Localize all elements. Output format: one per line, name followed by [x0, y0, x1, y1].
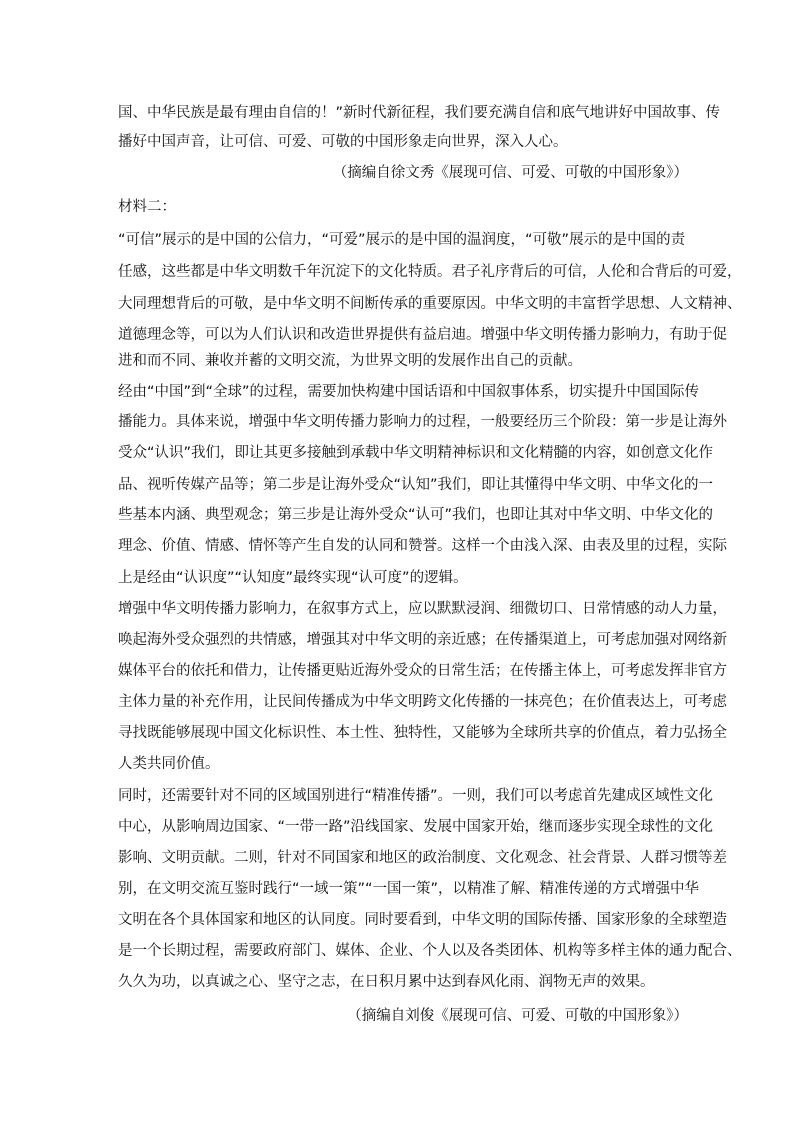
text-line: 影响、文明贡献。二则，针对不同国家和地区的政治制度、文化观念、社会背景、人群习惯等差 [118, 850, 727, 866]
text-line: 寻找既能够展现中国文化标识性、本土性、独特性，又能够为全球所共享的价值点，着力弘扬全 [118, 725, 727, 741]
text-line: 文明在各个具体国家和地区的认同度。同时要看到，中华文明的国际传播、国家形象的全球塑造 [118, 912, 727, 928]
text-line: 同时，还需要针对不同的区域国别进行“精准传播”。一则，我们可以考虑首先建成区域性文化 [118, 788, 714, 804]
text-line: 播能力。具体来说，增强中华文明传播力影响力的过程，一般要经历三个阶段：第一步是让海外 [118, 414, 727, 430]
source-citation-2: （摘编自刘俊《展现可信、可爱、可敬的中国形象》） [347, 1008, 688, 1024]
text-line: 经由“中国”到“全球”的过程，需要加快构建中国话语和中国叙事体系，切实提升中国国际传 [118, 384, 700, 400]
text-line: 品、视听传媒产品等；第二步是让海外受众“认知”我们，即让其懂得中华文明、中华文化的一 [118, 477, 714, 493]
text-line: 唤起海外受众强烈的共情感，增强其对中华文明的亲近感；在传播渠道上，可考虑加强对网络新 [118, 632, 727, 648]
text-line: 播好中国声音，让可信、可爱、可敬的中国形象走向世界，深入人心。 [118, 134, 568, 150]
text-line: 受众“认识”我们，即让其更多接触到承载中华文明精神标识和文化精髓的内容，如创意文化作 [118, 445, 714, 461]
section-label: 材料二： [118, 199, 176, 215]
text-line: 些基本内涵、典型观念；第三步是让海外受众“认可”我们，也即让其对中华文明、中华文化的 [118, 507, 714, 523]
text-line: 任感，这些都是中华文明数千年沉淀下的文化特质。君子礼序背后的可信，人伦和合背后的可爱， [118, 264, 742, 280]
text-line: 上是经由“认识度”“认知度”最终实现“认可度”的逻辑。 [118, 570, 468, 586]
text-line: 道德理念等，可以为人们认识和改造世界提供有益启迪。增强中华文明传播力影响力，有助于促 [118, 327, 727, 343]
text-line: 增强中华文明传播力影响力，在叙事方式上，应以默默浸润、细微切口、日常情感的动人力量， [118, 601, 727, 617]
text-line: 进和而不同、兼收并蓄的文明交流，为世界文明的发展作出自己的贡献。 [118, 353, 582, 369]
text-line: 媒体平台的依托和借力，让传播更贴近海外受众的日常生活；在传播主体上，可考虑发挥非官方 [118, 663, 727, 679]
text-line: 久久为功，以真诚之心、坚守之志，在日积月累中达到春风化雨、润物无声的效果。 [118, 974, 655, 990]
text-line: 大同理想背后的可敬，是中华文明不间断传承的重要原因。中华文明的丰富哲学思想、人文精神、 [118, 296, 742, 312]
text-line: 理念、价值、情感、情怀等产生自发的认同和赞誉。这样一个由浅入深、由表及里的过程，实际 [118, 538, 727, 554]
text-line: 国、中华民族是最有理由自信的！”新时代新征程，我们要充满自信和底气地讲好中国故事、传 [118, 105, 721, 121]
source-citation-1: （摘编自徐文秀《展现可信、可爱、可敬的中国形象》） [332, 165, 688, 181]
text-line: 是一个长期过程，需要政府部门、媒体、企业、个人以及各类团体、机构等多样主体的通力配合、 [118, 943, 742, 959]
text-line: 人类共同价值。 [118, 756, 220, 772]
text-line: 别，在文明交流互鉴时践行“一域一策”“一国一策”，以精准了解、精准传递的方式增强中华 [118, 881, 700, 897]
text-line: 主体力量的补充作用，让民间传播成为中华文明跨文化传播的一抹亮色；在价值表达上，可考虑 [118, 694, 727, 710]
text-line: 中心，从影响周边国家、“一带一路”沿线国家、发展中国家开始，继而逐步实现全球性的文化 [118, 819, 714, 835]
text-line: “可信”展示的是中国的公信力，“可爱”展示的是中国的温润度，“可敬”展示的是中国的责 [118, 232, 686, 248]
